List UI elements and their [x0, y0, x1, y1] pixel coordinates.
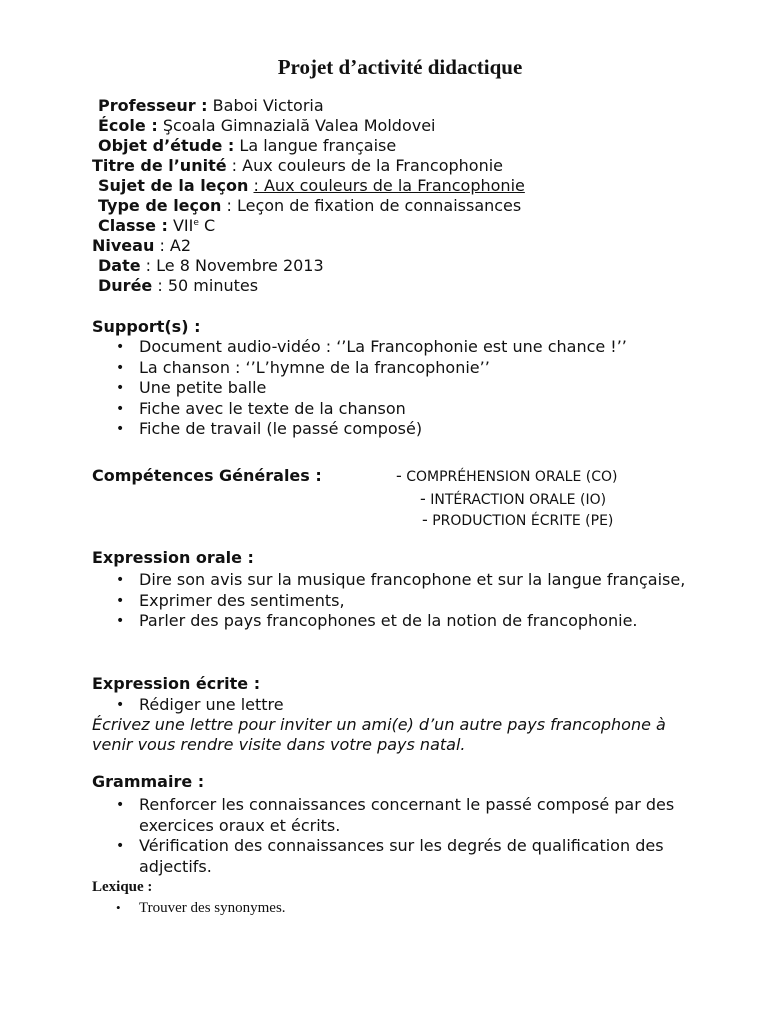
type-line [98, 196, 521, 216]
dash: - [420, 489, 426, 508]
grammaire-list [0, 795, 768, 877]
competences-heading: Compétences Générales : [92, 466, 322, 485]
professeur-line [98, 96, 324, 116]
sujet-label: Sujet de la leçon [98, 176, 249, 195]
ecole-line [98, 116, 435, 136]
list-item: • Fiche avec le texte de la chanson [116, 398, 406, 418]
dash: - [422, 510, 428, 529]
duree-label: Durée [98, 276, 153, 295]
competence-item: - PRODUCTION ÉCRITE (PE) [422, 510, 614, 529]
date-line [98, 256, 324, 276]
sujet-value: : Aux couleurs de la Francophonie [253, 176, 525, 195]
bullet-icon: • [116, 838, 125, 854]
ecole-value: Şcoala Gimnazială Valea Moldovei [162, 116, 436, 135]
bullet-icon: • [116, 400, 125, 417]
list-item: • Dire son avis sur la musique francophone et sur la langue française, [116, 570, 686, 589]
competence-item: - COMPRÉHENSION ORALE (CO) [396, 466, 618, 485]
dash: - [396, 466, 402, 485]
bullet-icon: • [116, 613, 125, 629]
list-item: • Une petite balle [116, 378, 267, 397]
objet-label: Objet d’étude : [98, 136, 235, 155]
titre-value: : Aux couleurs de la Francophonie [231, 156, 504, 175]
bullet-icon: • [116, 359, 125, 376]
expression-orale-list [0, 570, 768, 632]
bullet-icon: • [116, 797, 125, 813]
professeur-value: Baboi Victoria [212, 96, 324, 115]
ecole-label: École : [98, 116, 158, 135]
bullet-icon: • [116, 572, 125, 588]
classe-sup: e [193, 218, 199, 228]
date-value: : Le 8 Novembre 2013 [145, 256, 324, 275]
sujet-line [98, 176, 525, 196]
list-item: • La chanson : ‘’L’hymne de la francophonie’’ [116, 357, 490, 377]
type-value: : Leçon de fixation de connaissances [226, 196, 522, 215]
list-item: • Fiche de travail (le passé composé) [116, 419, 423, 438]
classe-line [98, 216, 215, 236]
expression-ecrite-heading: Expression écrite : [92, 674, 261, 693]
grammaire-heading: Grammaire : [92, 772, 205, 791]
expression-orale-heading: Expression orale : [92, 548, 254, 567]
supports-list [0, 337, 768, 440]
list-item: • Trouver des synonymes. [116, 900, 286, 916]
objet-value: La langue française [239, 136, 397, 155]
duree-value: : 50 minutes [157, 276, 259, 295]
list-item: • Parler des pays francophones et de la notion de francophonie. [116, 611, 638, 630]
objet-line [98, 136, 396, 156]
list-item: • Renforcer les connaissances concernant le passé composé par des exercices oraux et écrits. [116, 795, 675, 835]
lexique-list [0, 899, 286, 917]
niveau-value: : A2 [159, 236, 192, 255]
bullet-icon: • [116, 697, 125, 713]
classe-label: Classe : [98, 216, 168, 235]
competence-item: - INTÉRACTION ORALE (IO) [420, 489, 607, 508]
type-label: Type de leçon [98, 196, 222, 215]
titre-line [92, 156, 503, 176]
bullet-icon: • [116, 421, 125, 437]
expression-ecrite-list [0, 695, 768, 716]
list-item: • Vérification des connaissances sur les degrés de qualification des adjectifs. [116, 836, 664, 876]
classe-value-post: C [204, 216, 216, 235]
bullet-icon: • [116, 380, 125, 396]
niveau-label: Niveau [92, 236, 155, 255]
date-label: Date [98, 256, 141, 275]
classe-value-pre: VII [172, 216, 194, 235]
professeur-label: Professeur : [98, 96, 208, 115]
duree-line [98, 276, 258, 296]
writing-instruction: Écrivez une lettre pour inviter un ami(e) d’un autre pays francophone à venir vous rendre visite dans votre pays natal. [92, 715, 666, 754]
supports-heading: Support(s) : [92, 317, 201, 336]
document-title: Projet d’activité didactique [277, 55, 523, 79]
bullet-icon: • [116, 339, 125, 355]
titre-label: Titre de l’unité [92, 156, 227, 175]
niveau-line [92, 236, 191, 256]
list-item: • Exprimer des sentiments, [116, 590, 345, 610]
list-item: • Rédiger une lettre [116, 695, 284, 714]
bullet-icon: • [116, 592, 125, 609]
list-item: • Document audio-vidéo : ‘’La Francophonie est une chance !’’ [116, 337, 627, 356]
bullet-icon: • [116, 900, 121, 915]
lexique-heading: Lexique : [92, 879, 153, 895]
